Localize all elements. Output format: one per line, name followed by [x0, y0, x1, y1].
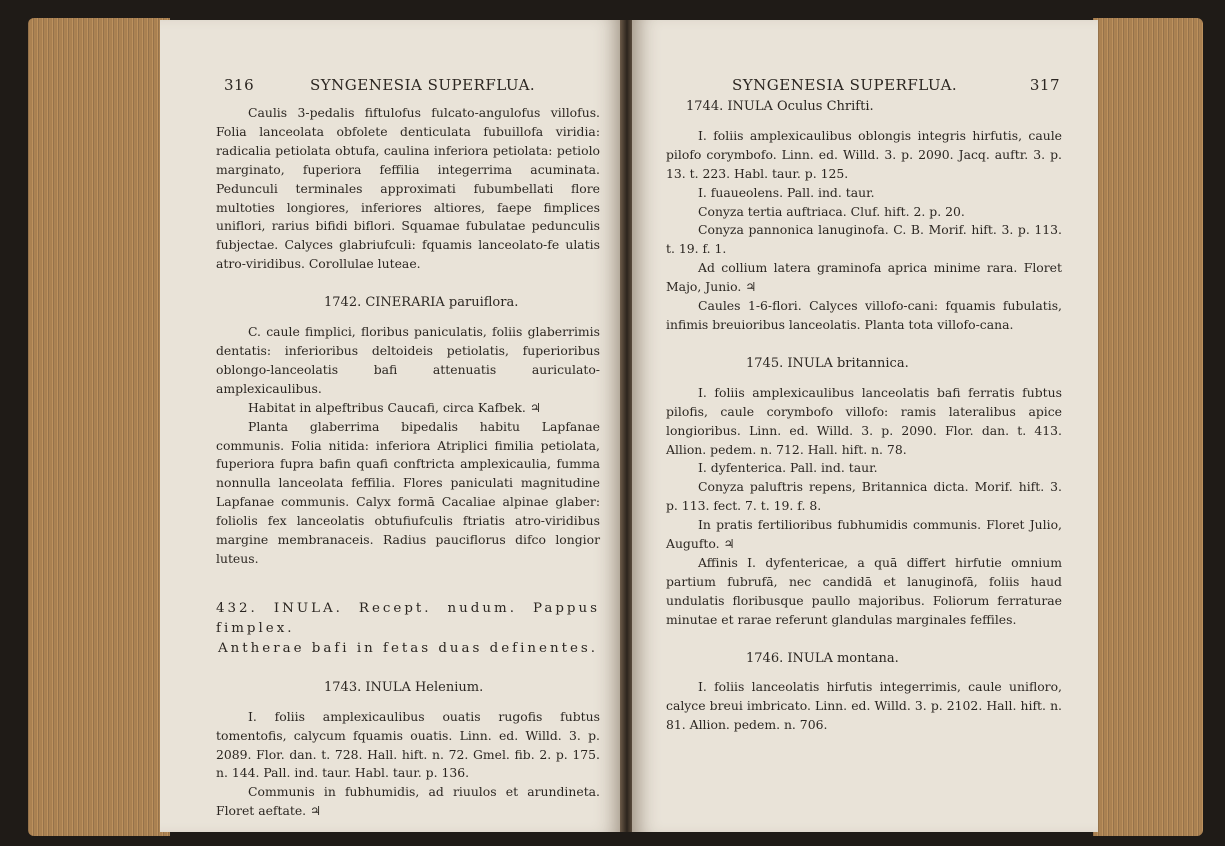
paragraph: Conyza pannonica lanuginofa. C. B. Morif. hift. 3. p. 113. t. 19. f. 1. [666, 222, 1062, 257]
paragraph: I. foliis lanceolatis hirfutis integerrimis, caule unifloro, calyce breui imbricato. Linn. ed. Willd. 3. p. 2102. Hall. hift. n. 81. Allion. pedem. n. 706. [666, 679, 1062, 733]
genus-line-2: Antherae bafi in fetas duas definentes. [217, 640, 599, 656]
entry-heading-1746: 1746. INULA montana. [746, 650, 899, 666]
left-running-title: SYNGENESIA SUPERFLUA. [310, 76, 536, 94]
entry-heading-1744: 1744. INULA Oculus Chrifti. [686, 99, 874, 114]
right-running-title: SYNGENESIA SUPERFLUA. [732, 76, 958, 94]
paragraph: I. fuaueolens. Pall. ind. taur. [698, 184, 875, 200]
left-page-edges [28, 18, 170, 836]
left-page [160, 20, 622, 832]
paragraph: I. foliis amplexicaulibus ouatis rugofis fubtus tomentofis, calycum fquamis ouatis. Linn. ed. Willd. 3. p. 2089. Flor. dan. t. 728. Hall. hift. n. 72. Gmel. fib. 2. p. 175. n. 144. Pall. ind. taur. Habl. taur. p. 136. [216, 708, 600, 781]
right-page [632, 20, 1098, 832]
paragraph: Caulis 3-pedalis fiftulofus fulcato-angulofus villofus. Folia lanceolata obfolete denticulata fubuillofa viridia: radicalia petiolata obtufa, caulina inferiora petiolata: petiolo marginato, fuperiora feffilia integerrima acuminata. Pedunculi terminales approximati fubumbellati flore multoties longiores, inferiores altiores, faepe fimplices uniflori, rarius bifidi biflori. Squamae fubulatae pedunculis fubjectae. Calyces glabriufculi: fquamis lanceolato-fe ulatis atro-viridibus. Corollulae luteae. [216, 105, 600, 272]
paragraph: I. foliis amplexicaulibus lanceolatis bafi ferratis fubtus pilofis, caule corymbofo villofo: ramis lateralibus apice longioribus. Linn. ed. Willd. 3. p. 2090. Flor. dan. t. 413. Allion. pedem. n. 712. Hall. hift. n. 78. [666, 384, 1062, 457]
paragraph: I. dyfenterica. Pall. ind. taur. [698, 460, 878, 476]
paragraph: Ad collium latera graminofa aprica minime rara. Floret Majo, Junio. ♃ [666, 260, 1062, 295]
right-page-body [666, 98, 1062, 735]
paragraph: Communis in fubhumidis, ad riuulos et arundineta. Floret aeftate. ♃ [216, 784, 600, 819]
paragraph: In pratis fertilioribus fubhumidis communis. Floret Julio, Augufto. ♃ [666, 517, 1062, 552]
paragraph: Caules 1-6-flori. Calyces villofo-cani: fquamis fubulatis, infimis breuioribus lanceolatis. Planta tota villofo-cana. [666, 298, 1062, 332]
paragraph: I. foliis amplexicaulibus oblongis integris hirfutis, caule pilofo corymbofo. Linn. ed. Willd. 3. p. 2090. Jacq. auftr. 3. p. 13. t. 223. Habl. taur. p. 125. [666, 127, 1062, 181]
left-page-body [216, 104, 600, 821]
left-page-number: 316 [224, 76, 255, 94]
paragraph: Planta glaberrima bipedalis habitu Lapfanae communis. Folia nitida: inferiora Atriplici fimilia petiolata, fuperiora fupra bafin quafi conftricta amplexicaulia, fumma nonnulla lanceolata feffilia. Flores paniculati magnitudine Lapfanae communis. Calyx formā Cacaliae alpinae glaber: foliolis fex lanceolatis obtufiufculis ftriatis atro-viridibus margine membranaceis. Radius pauciflorus difco longior luteus. [216, 418, 600, 566]
paragraph: Habitat in alpeftribus Caucafi, circa Kafbek. ♃ [248, 399, 541, 415]
paragraph: Affinis I. dyfentericae, a quā differt hirfutie omnium partium fubrufā, nec candidā et lanuginofā, foliis haud undulatis floribusque paullo majoribus. Foliorum ferraturae minutae et rarae referunt glandulas marginales feffiles. [666, 554, 1062, 627]
entry-heading-1745: 1745. INULA britannica. [746, 355, 909, 371]
right-page-number: 317 [1029, 76, 1060, 94]
paragraph: Conyza tertia auftriaca. Cluf. hift. 2. p. 20. [698, 203, 965, 219]
genus-heading [216, 599, 600, 659]
entry-heading-1743: 1743. INULA Helenium. [324, 679, 484, 695]
paragraph: Conyza paluftris repens, Britannica dicta. Morif. hift. 3. p. 113. fect. 7. t. 19. f. 8. [666, 479, 1062, 514]
right-page-edges [1093, 18, 1203, 836]
paragraph: C. caule fimplici, floribus paniculatis, foliis glaberrimis dentatis: inferioribus deltoideis petiolatis, fuperioribus oblongo-lanceolatis bafi attenuatis auriculato-amplexicaulibus. [216, 324, 600, 396]
entry-heading-1742: 1742. CINERARIA paruiflora. [324, 295, 519, 311]
genus-line-1: 432. INULA. Recept. nudum. Pappus fimplex. [216, 600, 600, 636]
